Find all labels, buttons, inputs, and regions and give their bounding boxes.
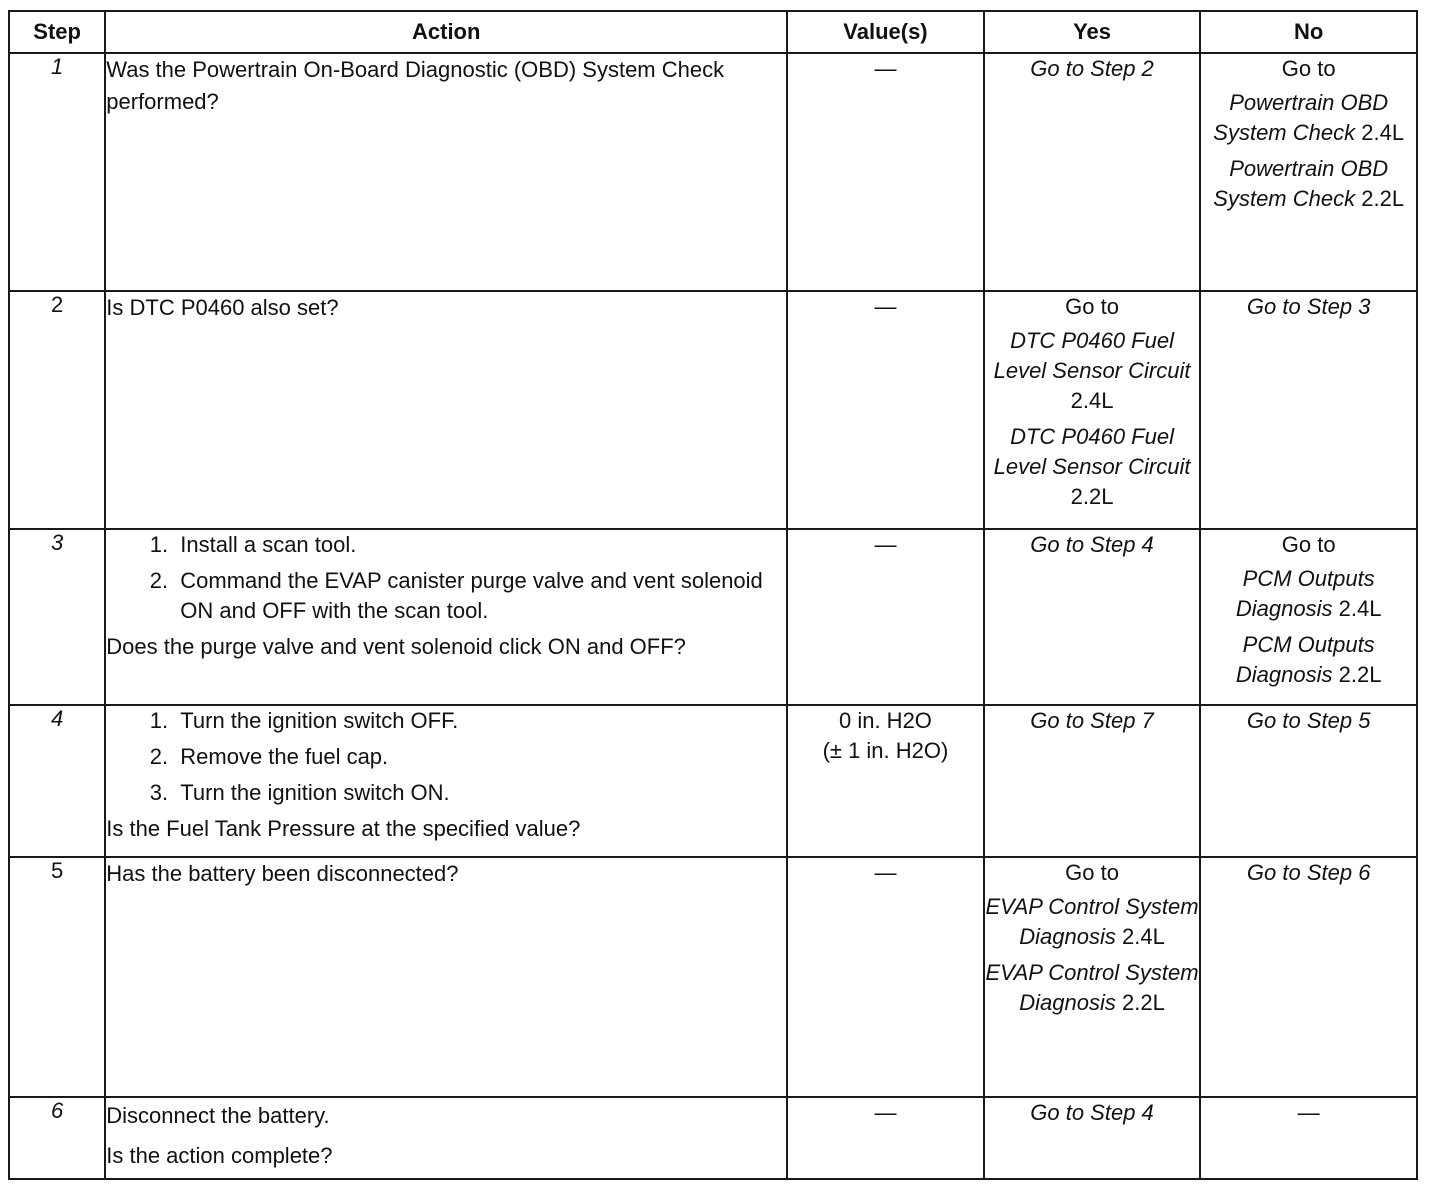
no-cell (1200, 705, 1417, 857)
action-step: 3. Turn the ignition switch ON. (174, 778, 786, 808)
reference-link[interactable] (1201, 154, 1416, 214)
reference-title: PCM Outputs Diagnosis (1235, 566, 1375, 621)
action-cell (105, 1097, 787, 1179)
action-steps-list (106, 530, 786, 626)
step-number: 5 (9, 857, 105, 1097)
go-to-label: Go to (1281, 56, 1336, 81)
no-cell (1200, 529, 1417, 705)
table-row (9, 857, 1417, 1097)
step-number: 6 (9, 1097, 105, 1179)
yes-cell (984, 529, 1201, 705)
no-cell (1200, 857, 1417, 1097)
table-row (9, 705, 1417, 857)
action-question: Does the purge valve and vent solenoid click ON and OFF? (106, 634, 686, 659)
go-to-label: Go to (1281, 532, 1336, 557)
reference-suffix: 2.2L (1338, 662, 1382, 687)
value-line: 0 in. H2O (838, 708, 932, 733)
reference-link[interactable] (1201, 564, 1416, 624)
reference-link[interactable] (1201, 630, 1416, 690)
action-line: Is the action complete? (106, 1143, 333, 1168)
no-cell (1200, 53, 1417, 291)
action-cell (105, 857, 787, 1097)
go-to-step-link[interactable]: Go to Step 2 (1030, 56, 1154, 81)
go-to-step-link[interactable]: Go to Step 4 (1030, 532, 1154, 557)
go-to-step-link[interactable]: Go to Step 3 (1246, 294, 1371, 319)
reference-title: Powertrain OBD System Check (1213, 156, 1389, 211)
action-cell (105, 705, 787, 857)
yes-cell (984, 291, 1201, 529)
header-no: No (1200, 11, 1417, 53)
yes-cell (984, 53, 1201, 291)
step-number: 2 (9, 291, 105, 529)
reference-link[interactable] (985, 422, 1200, 512)
reference-link[interactable] (985, 892, 1200, 952)
reference-title: PCM Outputs Diagnosis (1235, 632, 1375, 687)
action-text: Has the battery been disconnected? (106, 861, 459, 886)
value-cell: — (787, 53, 984, 291)
reference-title: Powertrain OBD System Check (1213, 90, 1389, 145)
action-line: Disconnect the battery. (106, 1103, 330, 1128)
yes-cell (984, 705, 1201, 857)
value-cell (787, 705, 984, 857)
value-cell: — (787, 1097, 984, 1179)
go-to-step-link[interactable]: Go to Step 6 (1246, 860, 1371, 885)
reference-suffix: 2.2L (1070, 484, 1114, 509)
go-to-label: Go to (1065, 294, 1119, 319)
reference-suffix: 2.2L (1361, 186, 1405, 211)
reference-link[interactable] (985, 326, 1200, 416)
go-to-step-link[interactable]: Go to Step 7 (1030, 708, 1154, 733)
reference-title: EVAP Control System Diagnosis (985, 894, 1199, 949)
header-values: Value(s) (787, 11, 984, 53)
step-number: 4 (9, 705, 105, 857)
header-yes: Yes (984, 11, 1201, 53)
reference-link[interactable] (1201, 88, 1416, 148)
no-cell (1200, 291, 1417, 529)
no-cell (1200, 1097, 1417, 1179)
header-step: Step (9, 11, 105, 53)
table-row (9, 529, 1417, 705)
go-to-step-link[interactable]: Go to Step 4 (1030, 1100, 1154, 1125)
diagnostic-table (8, 10, 1418, 1180)
reference-suffix: 2.4L (1361, 120, 1405, 145)
value-cell: — (787, 857, 984, 1097)
action-cell (105, 291, 787, 529)
action-step: 2. Command the EVAP canister purge valve and vent solenoid ON and OFF with the scan tool. (174, 566, 786, 626)
value-cell: — (787, 291, 984, 529)
action-step: 2. Remove the fuel cap. (174, 742, 786, 772)
go-to-step-link[interactable]: Go to Step 5 (1246, 708, 1371, 733)
action-steps-list (106, 706, 786, 808)
yes-cell (984, 857, 1201, 1097)
go-to-label: Go to (1065, 860, 1119, 885)
yes-cell (984, 1097, 1201, 1179)
reference-title: DTC P0460 Fuel Level Sensor Circuit (993, 424, 1191, 479)
action-step: 1. Install a scan tool. (174, 530, 786, 560)
header-row (9, 11, 1417, 53)
value-cell: — (787, 529, 984, 705)
step-number: 3 (9, 529, 105, 705)
action-step: 1. Turn the ignition switch OFF. (174, 706, 786, 736)
action-question: Is the Fuel Tank Pressure at the specified value? (106, 816, 581, 841)
action-text: Is DTC P0460 also set? (106, 295, 339, 320)
table-row (9, 291, 1417, 529)
reference-title: EVAP Control System Diagnosis (985, 960, 1199, 1015)
reference-suffix: 2.2L (1121, 990, 1165, 1015)
value-line: (± 1 in. H2O) (822, 738, 949, 763)
reference-link[interactable] (985, 958, 1200, 1018)
reference-suffix: 2.4L (1070, 388, 1114, 413)
action-cell (105, 53, 787, 291)
table-row (9, 53, 1417, 291)
action-cell (105, 529, 787, 705)
no-value-dash: — (1297, 1100, 1320, 1125)
reference-title: DTC P0460 Fuel Level Sensor Circuit (993, 328, 1191, 383)
reference-suffix: 2.4L (1121, 924, 1165, 949)
step-number: 1 (9, 53, 105, 291)
action-text: Was the Powertrain On-Board Diagnostic (OBD) System Check performed? (106, 57, 725, 114)
reference-suffix: 2.4L (1338, 596, 1382, 621)
table-row (9, 1097, 1417, 1179)
header-action: Action (105, 11, 787, 53)
